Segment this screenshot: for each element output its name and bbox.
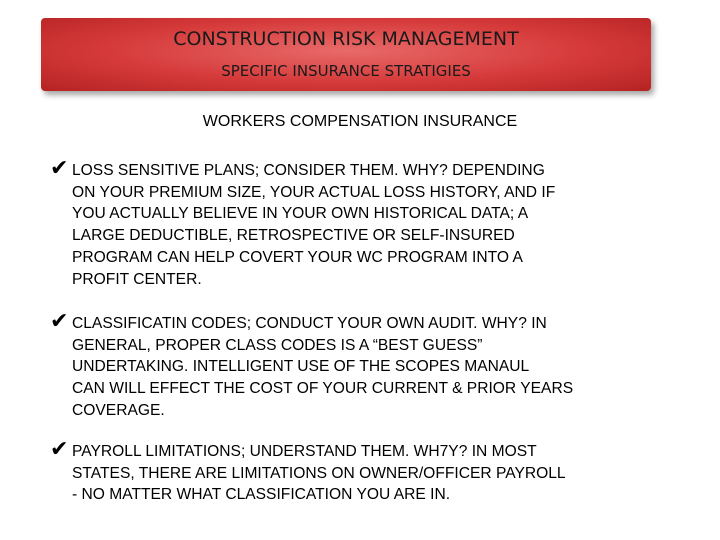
checkmark-icon: ✔ xyxy=(50,156,69,181)
checkmark-icon: ✔ xyxy=(50,437,69,462)
slide-subtitle: SPECIFIC INSURANCE STRATIGIES xyxy=(221,62,471,80)
checkmark-icon: ✔ xyxy=(50,309,69,334)
section-heading: WORKERS COMPENSATION INSURANCE xyxy=(202,113,518,130)
bullet-text: LOSS SENSITIVE PLANS; CONSIDER THEM. WHY? DEPENDING ON YOUR PREMIUM SIZE, YOUR ACTUAL LOSS HISTORY, AND IF YOU ACTUALLY BELIEVE IN YOUR OWN HISTORICAL DATA; A LARGE DEDUCTIBLE, RETROSPECTIVE OR SELF-INSURED PROGRAM CAN HELP COVERT YOUR WC PROGRAM INTO A PROFIT CENTER. xyxy=(72,162,556,288)
bullet-classification-codes xyxy=(50,309,690,422)
bullet-loss-sensitive-plans xyxy=(50,156,690,290)
bullet-text: CLASSIFICATIN CODES; CONDUCT YOUR OWN AUDIT. WHY? IN GENERAL, PROPER CLASS CODES IS A “BEST GUESS” UNDERTAKING. INTELLIGENT USE OF THE SCOPES MANAUL CAN WILL EFFECT THE COST OF YOUR CURRENT & PRIOR YEARS COVERAGE. xyxy=(72,315,574,419)
title-banner xyxy=(41,18,651,91)
slide-title: CONSTRUCTION RISK MANAGEMENT xyxy=(173,28,519,50)
bullet-payroll-limitations xyxy=(50,437,690,506)
bullet-text: PAYROLL LIMITATIONS; UNDERSTAND THEM. WH7Y? IN MOST STATES, THERE ARE LIMITATIONS ON OWNER/OFFICER PAYROLL - NO MATTER WHAT CLASSIFICATION YOU ARE IN. xyxy=(72,443,566,504)
